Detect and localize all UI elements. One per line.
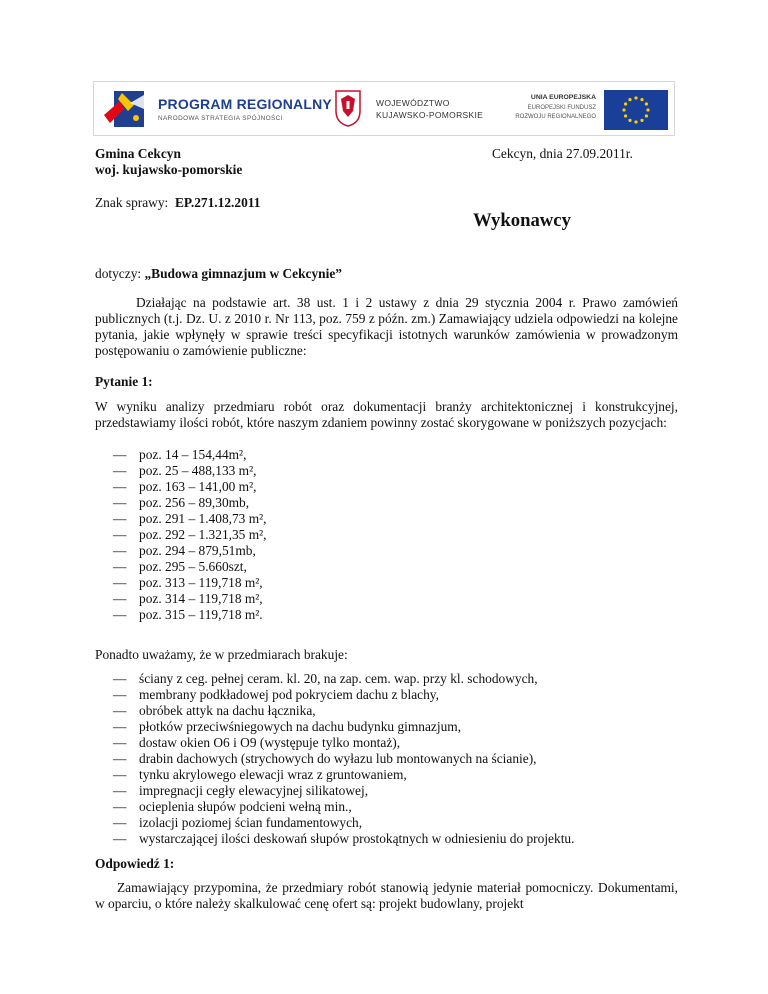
missing-items-list bbox=[113, 671, 574, 847]
question-1-heading: Pytanie 1: bbox=[95, 374, 153, 389]
list-item: — wystarczającej ilości deskowań słupów prostokątnych w odniesieniu do projektu. bbox=[113, 831, 574, 847]
place-date: Cekcyn, dnia 27.09.2011r. bbox=[492, 146, 633, 161]
case-number-label: Znak sprawy: bbox=[95, 195, 169, 210]
answer-1-heading: Odpowiedź 1: bbox=[95, 856, 175, 871]
eu-name-line3: ROZWOJU REGIONALNEGO bbox=[515, 114, 596, 120]
list-item: — ściany z ceg. pełnej ceram. kl. 20, na zap. cem. wap. przy kl. schodowych, bbox=[113, 671, 574, 687]
list-item: — poz. 295 – 5.660szt, bbox=[113, 559, 267, 575]
intro-paragraph: Działając na podstawie art. 38 ust. 1 i 2 ustawy z dnia 29 stycznia 2004 r. Prawo zamówień publicznych (t.j. Dz. U. z 2010 r. Nr 113, poz. 759 z późn. zm.) Zamawiający udziela odpowiedzi na kolejne pytania, jakie wpłynęły w sprawie treści specyfikacji istotnych warunków zamówienia w prowadzonym postępowaniu o zamówienie publiczne: bbox=[95, 295, 678, 358]
subject-line bbox=[95, 266, 342, 282]
missing-items-intro: Ponadto uważamy, że w przedmiarach brakuje: bbox=[95, 647, 348, 662]
list-item: — płotków przeciwśniegowych na dachu budynku gimnazjum, bbox=[113, 719, 574, 735]
list-item: — poz. 163 – 141,00 m², bbox=[113, 479, 267, 495]
region-name-line2: KUJAWSKO-POMORSKIE bbox=[376, 110, 484, 120]
list-item: — poz. 294 – 879,51mb, bbox=[113, 543, 267, 559]
correction-list bbox=[113, 447, 267, 623]
eu-name-line2: EUROPEJSKI FUNDUSZ bbox=[527, 105, 596, 111]
list-item: — tynku akrylowego elewacji wraz z gruntowaniem, bbox=[113, 767, 574, 783]
list-item: — izolacji poziomej ścian fundamentowych, bbox=[113, 815, 574, 831]
eu-logo bbox=[515, 85, 670, 132]
list-item: — poz. 292 – 1.321,35 m², bbox=[113, 527, 267, 543]
subject-label: dotyczy: bbox=[95, 266, 142, 281]
subject-value: „Budowa gimnazjum w Cekcynie” bbox=[144, 266, 342, 281]
program-regionalny-logo bbox=[100, 85, 332, 132]
list-item: — impregnacji cegły elewacyjnej silikatowej, bbox=[113, 783, 574, 799]
case-number bbox=[95, 195, 260, 211]
list-item: — poz. 14 – 154,44m², bbox=[113, 447, 267, 463]
list-item: — poz. 291 – 1.408,73 m², bbox=[113, 511, 267, 527]
eu-name-line1: UNIA EUROPEJSKA bbox=[530, 94, 596, 101]
case-number-value: EP.271.12.2011 bbox=[174, 195, 261, 210]
program-title: PROGRAM REGIONALNY bbox=[158, 96, 332, 112]
region-logo bbox=[334, 85, 504, 132]
list-item: — poz. 314 – 119,718 m², bbox=[113, 591, 267, 607]
list-item: — dostaw okien O6 i O9 (występuje tylko montaż), bbox=[113, 735, 574, 751]
logo-banner bbox=[93, 81, 675, 136]
list-item: — poz. 25 – 488,133 m², bbox=[113, 463, 267, 479]
list-item: — ocieplenia słupów podcieni wełną min., bbox=[113, 799, 574, 815]
list-item: — poz. 315 – 119,718 m². bbox=[113, 607, 267, 623]
answer-1-text: Zamawiający przypomina, że przedmiary robót stanowią jedynie materiał pomocniczy. Dokumentami, w oparciu, o które należy skalkulować cenę ofert są: projekt budowlany, projekt bbox=[95, 880, 678, 911]
list-item: — poz. 256 – 89,30mb, bbox=[113, 495, 267, 511]
list-item: — obróbek attyk na dachu łącznika, bbox=[113, 703, 574, 719]
program-regionalny-emblem-icon bbox=[100, 85, 150, 132]
list-item: — membrany podkładowej pod pokryciem dachu z blachy, bbox=[113, 687, 574, 703]
program-subtitle: NARODOWA STRATEGIA SPÓJNOŚCI bbox=[158, 115, 283, 122]
question-1-text: W wyniku analizy przedmiaru robót oraz dokumentacji branży architektonicznej i konstrukcyjnej, przedstawiamy ilości robót, które naszym zdaniem powinny zostać skorygowane w poniższych pozycjach: bbox=[95, 399, 678, 430]
recipient-title: Wykonawcy bbox=[473, 210, 571, 231]
region-coat-of-arms-icon bbox=[334, 89, 362, 127]
list-item: — drabin dachowych (strychowych do wyłazu lub montowanych na ścianie), bbox=[113, 751, 574, 767]
region-name-line1: WOJEWÓDZTWO bbox=[376, 98, 450, 108]
list-item: — poz. 313 – 119,718 m², bbox=[113, 575, 267, 591]
sender-name: Gmina Cekcyn bbox=[95, 146, 181, 161]
eu-flag-icon bbox=[604, 90, 668, 130]
sender-region: woj. kujawsko-pomorskie bbox=[95, 162, 243, 177]
